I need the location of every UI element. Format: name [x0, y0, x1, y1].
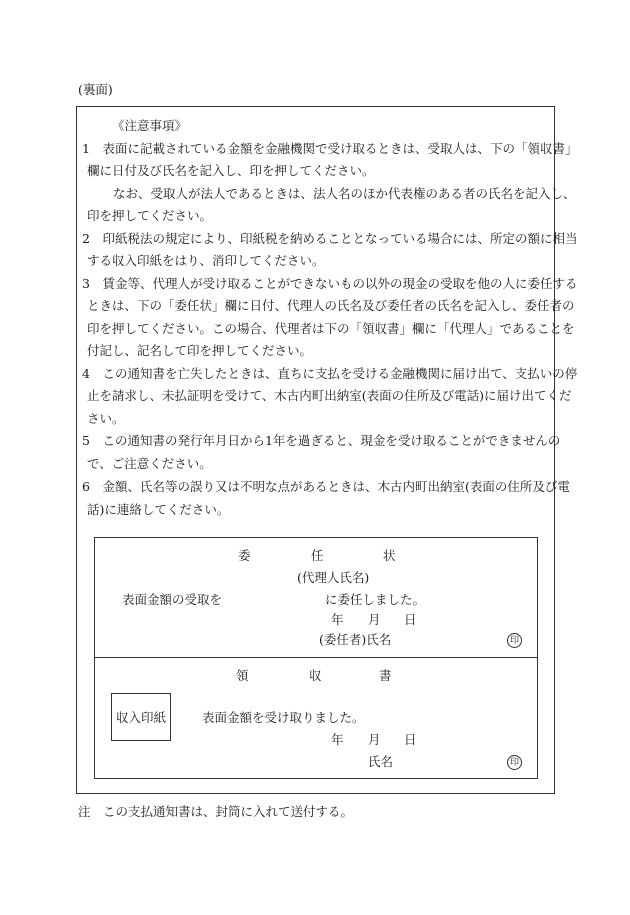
- receipt-date-day: 日: [404, 732, 417, 747]
- note-2-line-1: 2 印紙税法の規定により、印紙税を納めることとなっている場合には、所定の額に相当: [82, 231, 578, 246]
- receipt-received-text: 表面金額を受け取りました。: [202, 710, 365, 725]
- proxy-title-char-3: 状: [383, 548, 396, 563]
- proxy-date-year: 年: [331, 612, 344, 627]
- note-6-line-2: 話)に連絡してください。: [87, 502, 230, 517]
- receipt-date-month: 月: [368, 732, 381, 747]
- note-3-line-1: 3 賃金等、代理人が受け取ることができないもの以外の現金の受取を他の人に委任する: [82, 276, 578, 291]
- note-4-line-2: 止を請求し、未払証明を受けて、木古内町出納室(表面の住所及び電話)に届け出てくだ: [87, 388, 572, 403]
- note-4-line-1: 4 この通知書を亡失したときは、直ちに支払を受ける金融機関に届け出て、支払いの停: [82, 366, 578, 381]
- proxy-receipt-text: 表面金額の受取を: [122, 592, 223, 607]
- footnote: 注 この支払通知書は、封筒に入れて送付する。: [78, 804, 354, 819]
- note-5-line-2: で、ご注意ください。: [87, 456, 212, 471]
- receipt-title-char-1: 領: [236, 668, 249, 683]
- proxy-title-char-2: 任: [311, 548, 324, 563]
- form-divider: [94, 657, 538, 658]
- receipt-seal-mark: 印: [507, 755, 522, 770]
- receipt-date-year: 年: [331, 732, 344, 747]
- proxy-title-char-1: 委: [238, 548, 251, 563]
- proxy-date-month: 月: [368, 612, 381, 627]
- notes-heading: 《注意事項》: [112, 118, 188, 133]
- receipt-title-char-2: 収: [309, 668, 322, 683]
- note-3-line-2: ときは、下の「委任状」欄に日付、代理人の氏名及び委任者の氏名を記入し、委任者の: [87, 298, 575, 313]
- revenue-stamp-box: [111, 693, 171, 741]
- proxy-seal-mark: 印: [507, 633, 522, 648]
- receipt-name-label: 氏名: [368, 754, 394, 769]
- agent-name-label: (代理人氏名): [297, 570, 370, 585]
- note-1-line-2: 欄に日付及び氏名を記入し、印を押してください。: [87, 163, 375, 178]
- note-1-line-1: 1 表面に記載されている金額を金融機関で受け取るときは、受取人は、下の「領収書」: [82, 141, 578, 156]
- note-3-line-3: 印を押してください。この場合、代理者は下の「領収書」欄に「代理人」であることを: [87, 321, 575, 336]
- note-2-line-2: する収入印紙をはり、消印してください。: [87, 253, 325, 268]
- note-1-line-4: 印を押してください。: [87, 208, 213, 223]
- proxy-delegated-text: に委任しました。: [325, 592, 426, 607]
- note-5-line-1: 5 この通知書の発行年月日から1年を過ぎると、現金を受け取ることができませんの: [82, 433, 561, 448]
- receipt-title-char-3: 書: [379, 668, 392, 683]
- revenue-stamp-label: 収入印紙: [115, 710, 166, 725]
- delegator-name-label: (委任者)氏名: [319, 632, 392, 647]
- note-3-line-4: 付記し、記名して印を押してください。: [87, 343, 313, 358]
- note-1-line-3: なお、受取人が法人であるときは、法人名のほか代表権のある者の氏名を記入し、: [113, 186, 576, 201]
- side-label: (裏面): [78, 82, 113, 97]
- note-6-line-1: 6 金額、氏名等の誤り又は不明な点があるときは、木古内町出納室(表面の住所及び電: [82, 479, 570, 494]
- note-4-line-3: さい。: [87, 411, 125, 426]
- proxy-date-day: 日: [404, 612, 417, 627]
